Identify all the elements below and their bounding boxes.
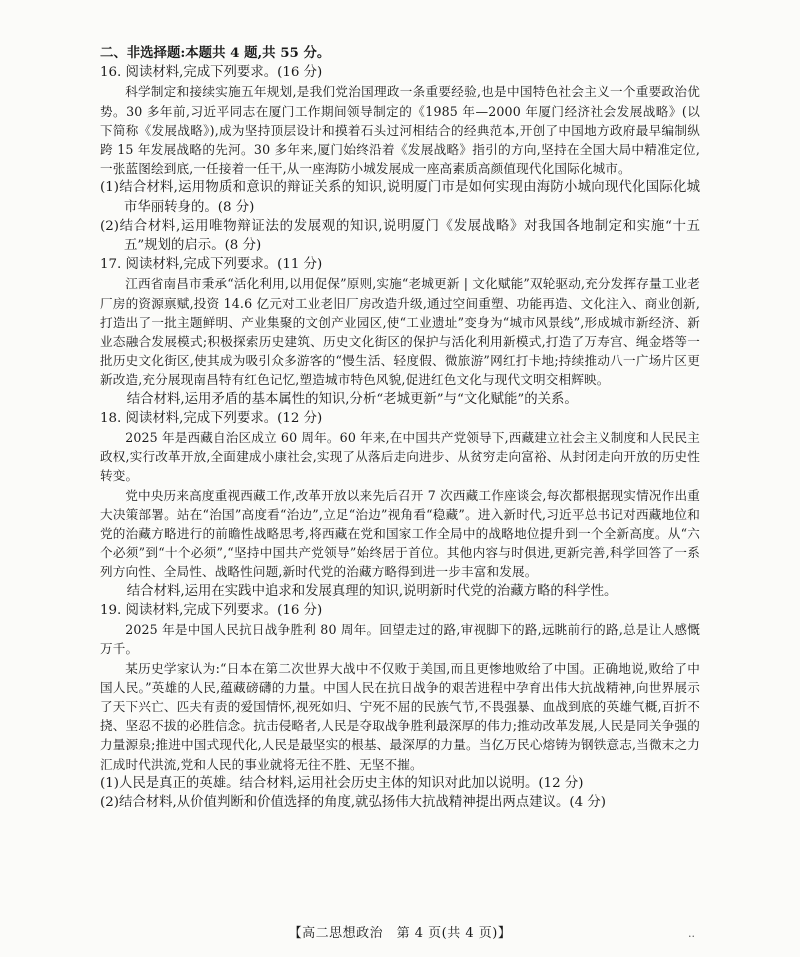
question-head: 18. 阅读材料,完成下列要求。(12 分) xyxy=(100,410,323,426)
question-head: 17. 阅读材料,完成下列要求。(11 分) xyxy=(100,257,323,273)
task-item: 结合材料,运用在实践中追求和发展真理的知识,说明新时代党的治藏方略的科学性。 xyxy=(126,583,618,599)
task-item: (2)结合材料,运用唯物辩证法的发展观的知识,说明厦门《发展战略》对我国各地制定和实施“十五五”规划的启示。(8 分) xyxy=(100,218,700,254)
question-19 xyxy=(100,601,700,812)
question-head: 16. 阅读材料,完成下列要求。(16 分) xyxy=(100,65,323,81)
exam-content xyxy=(100,44,700,812)
section-title: 二、非选择题:本题共 4 题,共 55 分。 xyxy=(100,45,331,61)
question-head: 19. 阅读材料,完成下列要求。(16 分) xyxy=(100,602,323,618)
material-paragraph: 2025 年是中国人民抗日战争胜利 80 周年。回望走过的路,审视脚下的路,远眺前行的路,总是让人感慨万千。 xyxy=(100,622,700,657)
question-16 xyxy=(100,63,700,255)
material-paragraph: 某历史学家认为:“日本在第二次世界大战中不仅败于美国,而且更惨地败给了中国。正确地说,败给了中国人民。”英雄的人民,蕴藏磅礴的力量。中国人民在抗日战争的艰苦进程中孕育出伟大抗战精神,向世界展示了天下兴亡、匹夫有责的爱国情怀,视死如归、宁死不屈的民族气节,不畏强暴、血战到底的英雄气概,百折不挠、坚忍不拔的必胜信念。抗击侵略者,人民是夺取战争胜利最深厚的伟力;推动改革发展,人民是同关争强的力量源泉;推进中国式现代化,人民是最坚实的根基、最深厚的力量。当亿万民心熔铸为钢铁意志,当微末之力汇成时代洪流,党和人民的事业就将无往不胜、无坚不摧。 xyxy=(100,660,700,772)
corner-mark: .. xyxy=(688,927,695,940)
question-18 xyxy=(100,409,700,601)
question-17 xyxy=(100,255,700,409)
task-item: 结合材料,运用矛盾的基本属性的知识,分析“老城更新”与“文化赋能”的关系。 xyxy=(126,391,578,407)
page-footer: 【高二思想政治 第 4 页(共 4 页)】 xyxy=(288,926,512,941)
task-item: (1)结合材料,运用物质和意识的辩证关系的知识,说明厦门市是如何实现由海防小城向现代化国际化城市华丽转身的。(8 分) xyxy=(100,180,700,215)
task-item: (1)人民是真正的英雄。结合材料,运用社会历史主体的知识对此加以说明。(12 分) xyxy=(100,775,584,791)
material-paragraph: 科学制定和接续实施五年规划,是我们党治国理政一条重要经验,也是中国特色社会主义一个重要政治优势。30 多年前,习近平同志在厦门工作期间领导制定的《1985 年—2000 年厦门经济社会发展战略》(以下简称《发展战略》),成为坚持顶层设计和摸着石头过河相结合的经典范本,开创了中国地方政府最早编制纵跨 15 年发展战略的先河。30 多年来,厦门始终沿着《发展战略》指引的方向,坚持在全国大局中精准定位,一张蓝图绘到底,一任接着一任干,从一座海防小城发展成一座高素质高颜值现代化国际化城市。 xyxy=(100,84,700,177)
task-item: (2)结合材料,从价值判断和价值选择的角度,就弘扬伟大抗战精神提出两点建议。(4 分) xyxy=(100,794,606,810)
material-paragraph: 2025 年是西藏自治区成立 60 周年。60 年来,在中国共产党领导下,西藏建立社会主义制度和人民民主政权,实行改革开放,全面建成小康社会,实现了从落后走向进步、从贫穷走向富裕、从封闭走向开放的历史性转变。 xyxy=(100,430,700,484)
material-paragraph: 党中央历来高度重视西藏工作,改革开放以来先后召开 7 次西藏工作座谈会,每次都根据现实情况作出重大决策部署。站在“治国”高度看“治边”,立足“治边”视角看“稳藏”。进入新时代,习近平总书记对西藏地位和党的治藏方略进行的前瞻性战略思考,将西藏在党和国家工作全局中的战略地位提升到一个全新高度。从“六个必须”到“十个必须”,“坚持中国共产党领导”始终居于首位。其他内容与时俱进,更新完善,科学回答了一系列方向性、全局性、战略性问题,新时代党的治藏方略得到进一步丰富和发展。 xyxy=(100,487,700,580)
material-paragraph: 江西省南昌市秉承“活化利用,以用促保”原则,实施“老城更新 | 文化赋能”双轮驱动,充分发挥存量工业老厂房的资源禀赋,投资 14.6 亿元对工业老旧厂房改造升级,通过空间重塑、功能再造、文化注入、商业创新,打造出了一批主题鲜明、产业集聚的文创产业园区,使“工业遗址”变身为“城市风景线”,形成城市新经济、新业态融合发展模式;积极探索历史建筑、历史文化街区的保护与活化利用新模式,打造了万寿宫、绳金塔等一批历史文化街区,使其成为吸引众多游客的“慢生活、轻度假、微旅游”网红打卡地;持续推动八一广场片区更新改造,充分展现南昌特有红色记忆,塑造城市特色风貌,促进红色文化与现代文明交相辉映。 xyxy=(100,276,700,388)
